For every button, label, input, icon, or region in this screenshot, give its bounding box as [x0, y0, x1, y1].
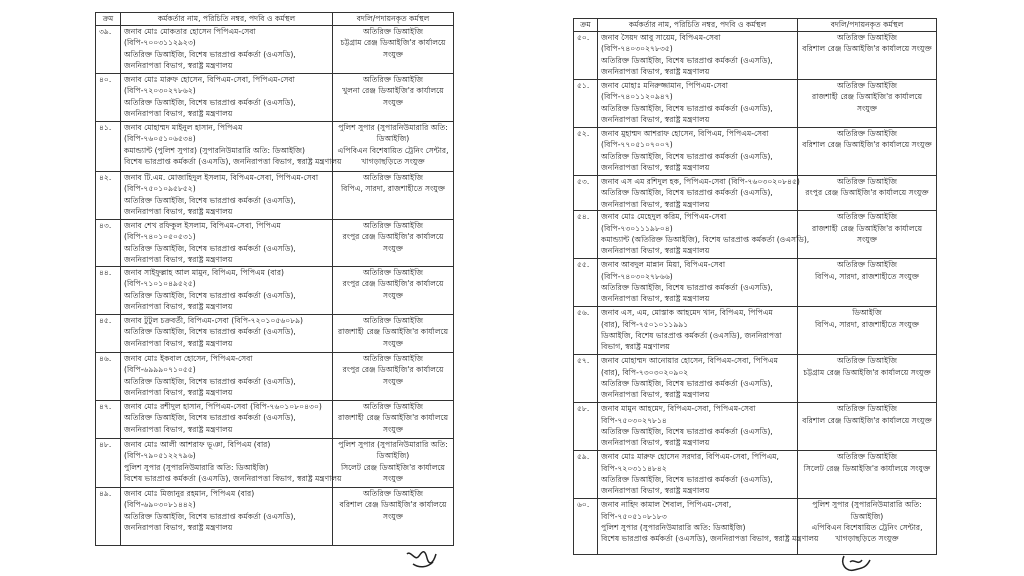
officer-line: জনাব আবদুল মান্নান মিয়া, বিপিএম-সেবা	[601, 260, 726, 270]
table-row	[96, 172, 454, 220]
serial-number: ৫৬.	[574, 307, 598, 355]
posting-details	[333, 353, 454, 401]
officer-line: ডিআইজি, বিশেষ ভারপ্রাপ্ত কর্মকর্তা (ওএসডি), জননিরাপত্তা	[601, 331, 782, 341]
officer-line: অতিরিক্ত ডিআইজি, বিশেষ ভারপ্রাপ্ত কর্মকর্তা (ওএসডি),	[124, 49, 296, 59]
officer-line: জনাব সৈয়দ আবু সায়েম, বিপিএম-সেবা	[601, 33, 721, 42]
officer-details	[121, 26, 333, 74]
posting-line: রাজশাহী রেঞ্জ ডিআইজি'র কার্যালয়ে সংযুক্ত	[337, 413, 449, 434]
table-row	[96, 26, 454, 74]
posting-line: অতিরিক্ত ডিআইজি	[836, 356, 898, 366]
table-row	[96, 439, 454, 488]
officer-line: জনাব এস, এম, মোস্তাক আহমেদ খান, বিপিএম, পিপিএম	[601, 308, 773, 318]
officer-line: অতিরিক্ত ডিআইজি, বিশেষ ভারপ্রাপ্ত কর্মকর্তা (ওএসডি),	[124, 97, 296, 107]
serial-number: ৪৮.	[96, 439, 121, 488]
officer-line: (বিপি-৭২০৩০২৭৮৬২)	[124, 86, 196, 96]
posting-details	[333, 74, 454, 122]
table-row	[96, 353, 454, 401]
serial-number: ৪০.	[96, 74, 121, 122]
posting-line: খুলনা রেঞ্জ ডিআইজি'র কার্যালয়ে সংযুক্ত	[342, 86, 444, 107]
table-row	[574, 451, 937, 499]
table-row	[96, 74, 454, 122]
posting-line: অতিরিক্ত ডিআইজি	[836, 212, 898, 222]
posting-line: ডিআইজি	[852, 308, 882, 318]
officer-line: (বিপি-৭৪০৩০২৭৮৩৫)	[601, 44, 673, 54]
posting-line: অতিরিক্ত ডিআইজি	[836, 129, 898, 138]
officer-line: জনাব মোহাঃ মনিরুজ্জামান, পিপিএম-সেবা	[601, 81, 728, 90]
officer-line: অতিরিক্ত ডিআইজি, বিশেষ ভারপ্রাপ্ত কর্মকর্তা (ওএসডি),	[124, 413, 296, 423]
serial-number: ৪৪.	[96, 267, 121, 315]
posting-details	[333, 315, 454, 353]
posting-line: রংপুর রেঞ্জ ডিআইজি'র কার্যালয়ে সংযুক্ত	[342, 365, 444, 386]
officer-line: জনাব নাহিদ কামাল শৈবাল, পিপিএম-সেবা,	[601, 500, 732, 510]
posting-line: বরিশাল রেঞ্জ ডিআইজি'র কার্যালয়ে সংযুক্ত	[802, 140, 932, 150]
officer-line: জননিরাপত্তা বিভাগ, স্বরাষ্ট্র মন্ত্রণালয়	[124, 523, 233, 533]
officer-line: জননিরাপত্তা বিভাগ, স্বরাষ্ট্র মন্ত্রণালয়	[601, 199, 710, 209]
table-row	[574, 128, 937, 176]
officer-line: জনাব মোহাম্মদ আনোয়ার হোসেন, বিপিএম-সেবা, পিপিএম	[601, 356, 778, 366]
posting-line: অতিরিক্ত ডিআইজি	[362, 402, 424, 411]
officer-line: জননিরাপত্তা বিভাগ, স্বরাষ্ট্র মন্ত্রণালয়	[124, 255, 233, 265]
posting-line: রংপুর রেঞ্জ ডিআইজি'র কার্যালয়ে সংযুক্ত	[342, 279, 444, 300]
posting-line: সিলেট রেঞ্জ ডিআইজি'র কার্যালয়ে সংযুক্ত	[803, 463, 931, 473]
officer-line: অতিরিক্ত ডিআইজি, বিশেষ ভারপ্রাপ্ত কর্মকর্তা (ওএসডি),	[124, 327, 296, 337]
serial-number: ৫২.	[574, 128, 598, 176]
officer-line: কমান্ড্যান্ট (পুলিশ সুপার) (সুপারনিউমারারি অতি: ডিআইজি)	[124, 145, 305, 155]
posting-line: অতিরিক্ত ডিআইজি	[362, 27, 424, 36]
table-row	[574, 499, 937, 555]
header-posting: বদলি/পদায়নকৃত কর্মস্থল	[333, 13, 454, 26]
serial-number: ৫১.	[574, 80, 598, 128]
officer-line: (বিপি-৭৪০৩০২৭৮৬৬)	[601, 271, 673, 281]
officer-line: জননিরাপত্তা বিভাগ, স্বরাষ্ট্র মন্ত্রণালয়	[124, 338, 233, 348]
signature-left	[403, 548, 439, 570]
header-posting: বদলি/পদায়নকৃত কর্মস্থল	[798, 19, 937, 32]
officer-line: জনাব মোঃ রশীদুল হাসান, পিপিএম-সেবা (বিপি-৭৬০১০৮০৪৩০)	[124, 402, 322, 411]
officer-line: জননিরাপত্তা বিভাগ, স্বরাষ্ট্র মন্ত্রণালয়	[601, 486, 710, 496]
posting-details	[798, 128, 937, 176]
table-row	[96, 315, 454, 353]
officer-line: (বিপি-৭৭০৫১০৭০০৭)	[601, 140, 673, 150]
table-header-row	[574, 19, 937, 32]
officer-details	[598, 128, 798, 176]
serial-number: ৫৮.	[574, 403, 598, 451]
serial-number: ৫৪.	[574, 211, 598, 259]
serial-number: ৪৭.	[96, 401, 121, 439]
officer-line: বিপি-৭২০৩১১৪৮৪২	[601, 463, 667, 473]
serial-number: ৫৭.	[574, 355, 598, 403]
posting-details	[333, 267, 454, 315]
officer-line: জননিরাপত্তা বিভাগ, স্বরাষ্ট্র মন্ত্রণালয়	[601, 438, 710, 448]
table-row	[96, 267, 454, 315]
officer-line: অতিরিক্ত ডিআইজি, বিশেষ ভারপ্রাপ্ত কর্মকর্তা (ওএসডি),	[601, 283, 773, 293]
officer-line: অতিরিক্ত ডিআইজি, বিশেষ ভারপ্রাপ্ত কর্মকর্তা (ওএসডি),	[601, 475, 773, 485]
posting-details	[798, 451, 937, 499]
officer-line: (বিপি-৭৬০৫১০৬৫৩৪)	[124, 134, 196, 144]
officer-details	[598, 80, 798, 128]
posting-line: অতিরিক্ত ডিআইজি	[836, 260, 898, 270]
officer-line: জনাব মোঃ মোকতার হোসেন পিপিএম-সেবা	[124, 27, 256, 36]
officer-line: অতিরিক্ত ডিআইজি, বিশেষ ভারপ্রাপ্ত কর্মকর্তা (ওএসডি),	[601, 379, 773, 389]
officer-line: জননিরাপত্তা বিভাগ, স্বরাষ্ট্র মন্ত্রণালয়	[601, 67, 710, 77]
officer-line: জননিরাপত্তা বিভাগ, স্বরাষ্ট্র মন্ত্রণালয়	[601, 115, 710, 125]
table-row	[96, 488, 454, 546]
posting-details	[798, 176, 937, 211]
posting-line: এপিবিএন বিশেষায়িত ট্রেনিং সেন্টার, খাগড়াছড়িতে সংযুক্ত	[337, 145, 449, 167]
table-row	[574, 32, 937, 80]
officer-details	[121, 267, 333, 315]
posting-line: চট্টগ্রাম রেঞ্জ ডিআইজি'র কার্যালয়ে সংযুক্ত	[340, 38, 446, 59]
posting-details	[798, 211, 937, 259]
officer-line: জননিরাপত্তা বিভাগ, স্বরাষ্ট্র মন্ত্রণালয়	[124, 61, 233, 71]
posting-details	[333, 122, 454, 172]
posting-line: অতিরিক্ত ডিআইজি	[362, 221, 424, 230]
posting-line: অতিরিক্ত ডিআইজি	[836, 404, 898, 414]
posting-details	[333, 439, 454, 488]
officer-line: পুলিশ সুপার (সুপারনিউমারারি অতি: ডিআইজি)	[124, 462, 269, 472]
posting-line: অতিরিক্ত ডিআইজি	[362, 316, 424, 325]
officer-line: (বিপি-৭১০১০৪৯৫২৫)	[124, 279, 196, 289]
officer-line: অতিরিক্ত ডিআইজি, বিশেষ ভারপ্রাপ্ত কর্মকর্তা (ওএসডি),	[124, 376, 296, 386]
transfer-table	[95, 12, 454, 546]
serial-number: ৫৯.	[574, 451, 598, 499]
officer-line: জনাব টুটুল চক্রবর্তী, বিপিএম-সেবা (বিপি-৭২০১০৫৬০৮৯)	[124, 316, 304, 325]
header-officer: কর্মকর্তার নাম, পরিচিতি নম্বর, পদবি ও কর্মস্থল	[598, 19, 798, 32]
officer-line: অতিরিক্ত ডিআইজি, বিশেষ ভারপ্রাপ্ত কর্মকর্তা (ওএসডি),	[601, 55, 773, 65]
table-row	[574, 259, 937, 307]
posting-details	[798, 355, 937, 403]
posting-line: বরিশাল রেঞ্জ ডিআইজি'র কার্যালয়ে সংযুক্ত	[802, 415, 932, 425]
officer-details	[598, 307, 798, 355]
posting-line: বিপিএ, সারদা, রাজশাহীতে সংযুক্ত	[815, 319, 919, 329]
officer-details	[598, 499, 819, 555]
officer-details	[598, 451, 798, 499]
table-row	[96, 220, 454, 267]
posting-details	[333, 401, 454, 439]
officer-line: জননিরাপত্তা বিভাগ, স্বরাষ্ট্র মন্ত্রণালয়	[124, 424, 233, 434]
officer-details	[598, 259, 798, 307]
table-header-row	[96, 13, 454, 26]
posting-line: সিলেট রেঞ্জ ডিআইজি'র কার্যালয়ে সংযুক্ত	[340, 462, 446, 484]
officer-line: অতিরিক্ত ডিআইজি, বিশেষ ভারপ্রাপ্ত কর্মকর্তা (ওএসডি),	[601, 427, 773, 437]
serial-number: ৫০.	[574, 32, 598, 80]
serial-number: ৪৯.	[96, 488, 121, 546]
officer-line: জননিরাপত্তা বিভাগ, স্বরাষ্ট্র মন্ত্রণালয়	[124, 207, 233, 217]
officer-line: (বিপি-৭৪০১১২০৯৪৭)	[601, 92, 673, 102]
posting-line: পুলিশ সুপার (সুপারনিউমারারি অতি: ডিআইজি)	[812, 500, 922, 521]
officer-line: জননিরাপত্তা বিভাগ, স্বরাষ্ট্র মন্ত্রণালয়	[601, 163, 710, 173]
officer-line: বিশেষ ভারপ্রাপ্ত কর্মকর্তা (ওএসডি), জননিরাপত্তা বিভাগ, স্বরাষ্ট্র মন্ত্রণালয়	[601, 534, 819, 544]
officer-line: (বার), বিপি-৭৩০৩০২০৯০২	[601, 367, 689, 377]
table-row	[96, 122, 454, 172]
officer-line: জনাব সাইফুল্লাহ আল মামুন, বিপিএম, পিপিএম (বার)	[124, 268, 284, 277]
officer-line: জননিরাপত্তা বিভাগ, স্বরাষ্ট্র মন্ত্রণালয়	[124, 109, 233, 119]
officer-line: কমান্ড্যান্ট (অতিরিক্ত ডিআইজি), বিশেষ ভারপ্রাপ্ত কর্মকর্তা (ওএসডি),	[601, 235, 810, 245]
officer-details	[598, 211, 810, 259]
posting-line: পুলিশ সুপার (সুপারনিউমারারি অতি: ডিআইজি)	[338, 123, 448, 144]
posting-line: পুলিশ সুপার (সুপারনিউমারারি অতি: ডিআইজি)	[338, 440, 448, 461]
serial-number: ৪১.	[96, 122, 121, 172]
posting-details	[333, 172, 454, 220]
serial-number: ৪২.	[96, 172, 121, 220]
officer-line: জননিরাপত্তা বিভাগ, স্বরাষ্ট্র মন্ত্রণালয়	[601, 294, 710, 304]
header-serial: ক্রম	[96, 13, 121, 26]
officer-line: অতিরিক্ত ডিআইজি, বিশেষ ভারপ্রাপ্ত কর্মকর্তা (ওএসডি),	[124, 195, 296, 205]
serial-number: ৫৫.	[574, 259, 598, 307]
posting-line: বিপিএ, সারদা, রাজশাহীতে সংযুক্ত	[815, 271, 919, 281]
officer-line: বিভাগ, স্বরাষ্ট্র মন্ত্রণালয়	[601, 342, 670, 352]
posting-details	[798, 499, 937, 555]
posting-details	[333, 26, 454, 74]
posting-line: চট্টগ্রাম রেঞ্জ ডিআইজি'র কার্যালয়ে সংযুক্ত	[803, 367, 931, 377]
posting-details	[798, 307, 937, 355]
posting-line: অতিরিক্ত ডিআইজি	[836, 177, 898, 186]
officer-details	[121, 401, 333, 439]
officer-line: জনাব মামুন আহমেদ, বিপিএম-সেবা, পিপিএম-সেবা	[601, 404, 756, 414]
officer-line: অতিরিক্ত ডিআইজি, বিশেষ ভারপ্রাপ্ত কর্মকর্তা (ওএসডি),	[124, 243, 296, 253]
serial-number: ৬০.	[574, 499, 598, 555]
officer-line: (বিপি-৭৯০৫১২২৭৯৬)	[124, 451, 196, 461]
officer-details	[121, 488, 333, 546]
table-row	[574, 307, 937, 355]
posting-line: বিপিএ, সারদা, রাজশাহীতে সংযুক্ত	[341, 184, 445, 194]
posting-line: রাজশাহী রেঞ্জ ডিআইজি'র কার্যালয়ে সংযুক্ত	[811, 223, 923, 245]
officer-line: অতিরিক্ত ডিআইজি, বিশেষ ভারপ্রাপ্ত কর্মকর্তা (ওএসডি),	[124, 511, 296, 521]
officer-line: জনাব মুহাম্মদ আশরাফ হোসেন, বিপিএম, পিপিএম-সেবা	[601, 129, 769, 138]
officer-line: (বিপি-৬৯০৩০৮১৪৪২)	[124, 500, 196, 510]
table-row	[574, 355, 937, 403]
header-officer: কর্মকর্তার নাম, পরিচিতি নম্বর, পদবি ও কর্মস্থল	[121, 13, 333, 26]
transfer-table	[573, 18, 937, 555]
officer-line: জননিরাপত্তা বিভাগ, স্বরাষ্ট্র মন্ত্রণালয়	[124, 302, 233, 312]
officer-line: জননিরাপত্তা বিভাগ, স্বরাষ্ট্র মন্ত্রণালয়	[124, 388, 233, 398]
posting-line: রংপুর রেঞ্জ ডিআইজি'র কার্যালয়ে সংযুক্ত	[342, 232, 444, 253]
posting-line: রংপুর রেঞ্জ ডিআইজি'র কার্যালয়ে সংযুক্ত	[805, 188, 929, 198]
officer-line: অতিরিক্ত ডিআইজি, বিশেষ ভারপ্রাপ্ত কর্মকর্তা (ওএসডি),	[601, 188, 773, 198]
document-page-left	[95, 12, 453, 546]
document-page-right	[573, 18, 936, 555]
posting-details	[798, 259, 937, 307]
posting-line: অতিরিক্ত ডিআইজি	[362, 75, 424, 84]
officer-details	[121, 74, 333, 122]
officer-line: (বিপি-৭০০৩১১২৯২৩)	[124, 38, 196, 48]
officer-details	[121, 220, 333, 267]
officer-details	[598, 176, 798, 211]
table-row	[96, 401, 454, 439]
officer-line: অতিরিক্ত ডিআইজি, বিশেষ ভারপ্রাপ্ত কর্মকর্তা (ওএসডি),	[601, 151, 773, 161]
officer-line: পুলিশ সুপার (সুপারনিউমারারি অতি: ডিআইজি)	[601, 523, 746, 533]
posting-line: অতিরিক্ত ডিআইজি	[362, 489, 424, 498]
posting-line: বরিশাল রেঞ্জ ডিআইজি'র কার্যালয়ে সংযুক্ত	[802, 44, 932, 54]
officer-line: জননিরাপত্তা বিভাগ, স্বরাষ্ট্র মন্ত্রণালয়	[601, 390, 710, 400]
officer-details	[121, 122, 342, 172]
posting-line: অতিরিক্ত ডিআইজি	[836, 33, 898, 42]
officer-line: জনাব মোহাম্মদ মাইনুল হাসান, পিপিএম	[124, 123, 243, 132]
officer-line: জনাব মোঃ মিজানুর রহমান, পিপিএম (বার)	[124, 489, 255, 498]
officer-line: জনাব মোঃ ইকবাল হোসেন, পিপিএম-সেবা	[124, 354, 253, 363]
posting-details	[798, 403, 937, 451]
serial-number: ৪৫.	[96, 315, 121, 353]
posting-line: বরিশাল রেঞ্জ ডিআইজি'র কার্যালয়ে সংযুক্ত	[339, 500, 447, 521]
officer-details	[598, 355, 798, 403]
posting-line: এপিবিএন বিশেষায়িত ট্রেনিং সেন্টার, খাগড়াছড়িতে সংযুক্ত	[811, 523, 923, 544]
header-serial: ক্রম	[574, 19, 598, 32]
officer-details	[121, 172, 333, 220]
officer-line: জনাব মোঃ আলী আশরাফ ভূঞা, বিপিএম (বার)	[124, 440, 271, 449]
officer-line: বিশেষ ভারপ্রাপ্ত কর্মকর্তা (ওএসডি), জননিরাপত্তা বিভাগ, স্বরাষ্ট্র মন্ত্রণালয়	[124, 474, 342, 484]
serial-number: ৩৯.	[96, 26, 121, 74]
posting-details	[333, 220, 454, 267]
officer-line: অতিরিক্ত ডিআইজি, বিশেষ ভারপ্রাপ্ত কর্মকর্তা (ওএসডি),	[601, 103, 773, 113]
officer-line: জনাব শেখ রফিকুল ইসলাম, বিপিএম-সেবা, পিপিএম	[124, 221, 281, 230]
officer-line: জনাব মোঃ মেহেদুল করিম, পিপিএম-সেবা	[601, 212, 727, 222]
officer-line: জনাব এস এম রশিদুল হক, পিপিএম-সেবা (বিপি-৭৬০৩০২০৮৪৫)	[601, 177, 800, 186]
serial-number: ৫৩.	[574, 176, 598, 211]
posting-line: অতিরিক্ত ডিআইজি	[362, 268, 424, 277]
table-row	[574, 80, 937, 128]
posting-line: রাজশাহী রেঞ্জ ডিআইজি'র কার্যালয়ে সংযুক্ত	[337, 327, 449, 348]
officer-line: বিপি-৭৫০৩০২৭৮১৪	[601, 415, 667, 425]
signature-right	[838, 552, 874, 574]
posting-details	[798, 80, 937, 128]
posting-details	[333, 488, 454, 546]
officer-line: বিশেষ ভারপ্রাপ্ত কর্মকর্তা (ওএসডি), জননিরাপত্তা বিভাগ, স্বরাষ্ট্র মন্ত্রণালয়	[124, 157, 342, 167]
officer-line: জনাব মোঃ মারুফ হোসেন সরদার, বিপিএম-সেবা, পিপিএম,	[601, 452, 779, 462]
officer-line: (বিপি-৭৪০১০৫০৫৩১)	[124, 232, 196, 242]
officer-line: জনাব মোঃ মারুফ হোসেন, বিপিএম-সেবা, পিপিএম-সেবা	[124, 75, 295, 84]
officer-line: বিপি-৭৫০৫১০৮১৮৩	[601, 511, 667, 521]
posting-line: অতিরিক্ত ডিআইজি	[362, 354, 424, 363]
officer-details	[121, 353, 333, 401]
officer-details	[121, 439, 342, 488]
posting-line: অতিরিক্ত ডিআইজি	[836, 452, 898, 462]
officer-line: জননিরাপত্তা বিভাগ, স্বরাষ্ট্র মন্ত্রণালয়	[601, 246, 710, 256]
officer-line: (বার), বিপি-৭৫০১০১১৯৯১	[601, 319, 689, 329]
officer-line: (বিপি-৬৯৯৯০৭১০৫৫)	[124, 365, 196, 375]
table-row	[574, 211, 937, 259]
posting-line: অতিরিক্ত ডিআইজি	[836, 81, 898, 90]
officer-details	[598, 403, 798, 451]
officer-line: অতিরিক্ত ডিআইজি, বিশেষ ভারপ্রাপ্ত কর্মকর্তা (ওএসডি),	[124, 290, 296, 300]
posting-details	[798, 32, 937, 80]
officer-details	[121, 315, 333, 353]
officer-line: (বিপি-৭৩০১১১৯৮০৪)	[601, 223, 673, 233]
serial-number: ৪৬.	[96, 353, 121, 401]
posting-line: রাজশাহী রেঞ্জ ডিআইজি'র কার্যালয়ে সংযুক্ত	[811, 92, 923, 113]
table-row	[574, 403, 937, 451]
officer-line: (বিপি-৭৫০১০৯৫৮৫২)	[124, 184, 196, 194]
officer-details	[598, 32, 798, 80]
serial-number: ৪৩.	[96, 220, 121, 267]
officer-line: জনাব টি.এম. মোজাহিদুল ইসলাম, বিপিএম-সেবা, পিপিএম-সেবা	[124, 173, 319, 182]
table-row	[574, 176, 937, 211]
posting-line: অতিরিক্ত ডিআইজি	[362, 173, 424, 182]
